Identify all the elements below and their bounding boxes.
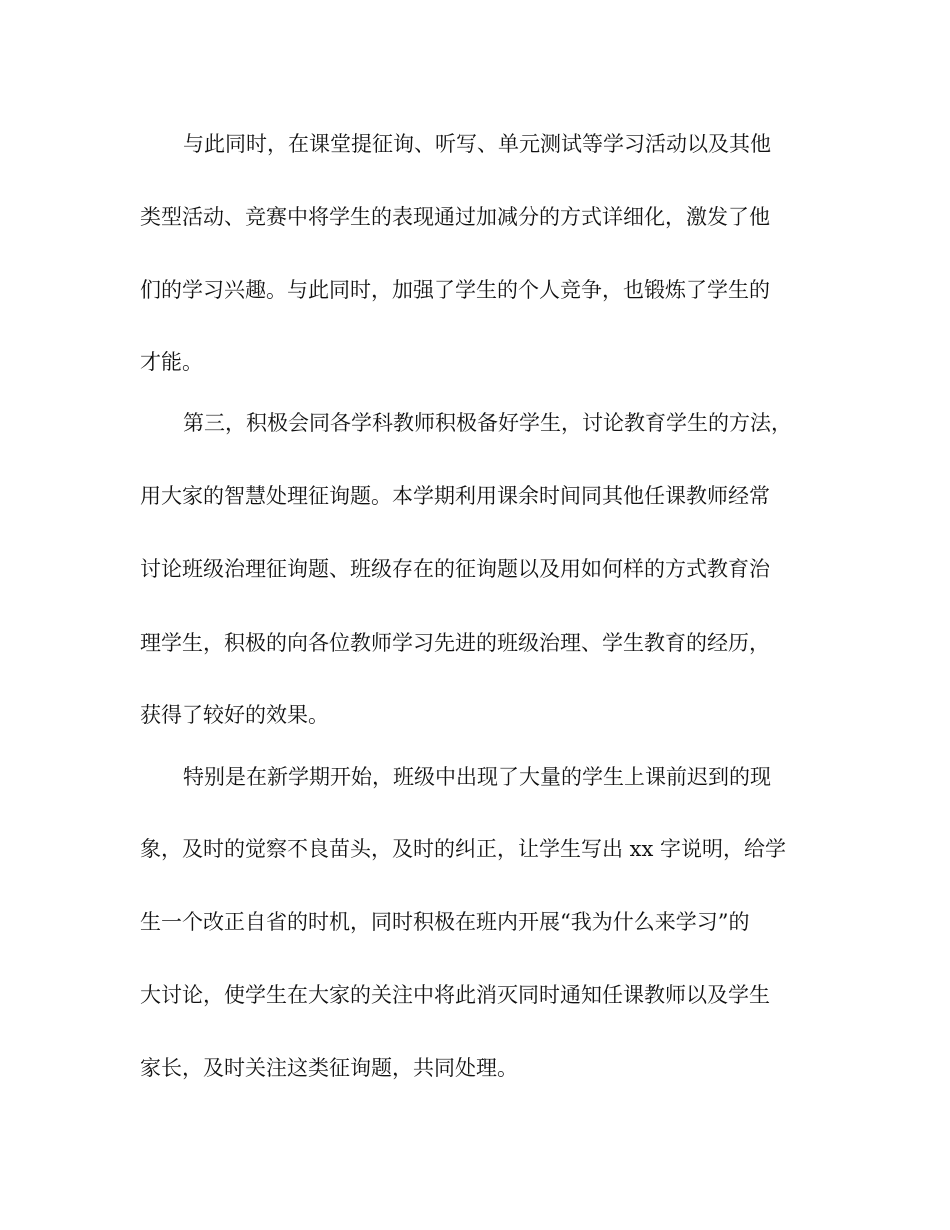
text-line: 生一个改正自省的时机，同时积极在班内开展“我为什么来学习”的	[140, 910, 750, 934]
text-line: 特别是在新学期开始，班级中出现了大量的学生上课前迟到的现	[183, 765, 771, 789]
text-line: 家长，及时关注这类征询题，共同处理。	[140, 1056, 518, 1080]
text-line: 大讨论，使学生在大家的关注中将此消灭同时通知任课教师以及学生	[140, 983, 770, 1007]
text-line: 第三，积极会同各学科教师积极备好学生，讨论教育学生的方法，	[183, 411, 792, 435]
text-line: 象，及时的觉察不良苗头，及时的纠正，让学生写出 xx 字说明，给学	[140, 837, 787, 861]
text-line: 类型活动、竞赛中将学生的表现通过加减分的方式详细化，激发了他	[140, 205, 770, 229]
text-line: 才能。	[140, 350, 203, 374]
text-line: 获得了较好的效果。	[140, 703, 329, 727]
text-line: 与此同时，在课堂提征询、听写、单元测试等学习活动以及其他	[183, 132, 771, 156]
text-line: 理学生，积极的向各位教师学习先进的班级治理、学生教育的经历，	[140, 631, 770, 655]
text-line: 用大家的智慧处理征询题。本学期利用课余时间同其他任课教师经常	[140, 484, 770, 508]
text-line: 讨论班级治理征询题、班级存在的征询题以及用如何样的方式教育治	[140, 557, 770, 581]
text-line: 们的学习兴趣。与此同时，加强了学生的个人竞争，也锻炼了学生的	[140, 278, 770, 302]
